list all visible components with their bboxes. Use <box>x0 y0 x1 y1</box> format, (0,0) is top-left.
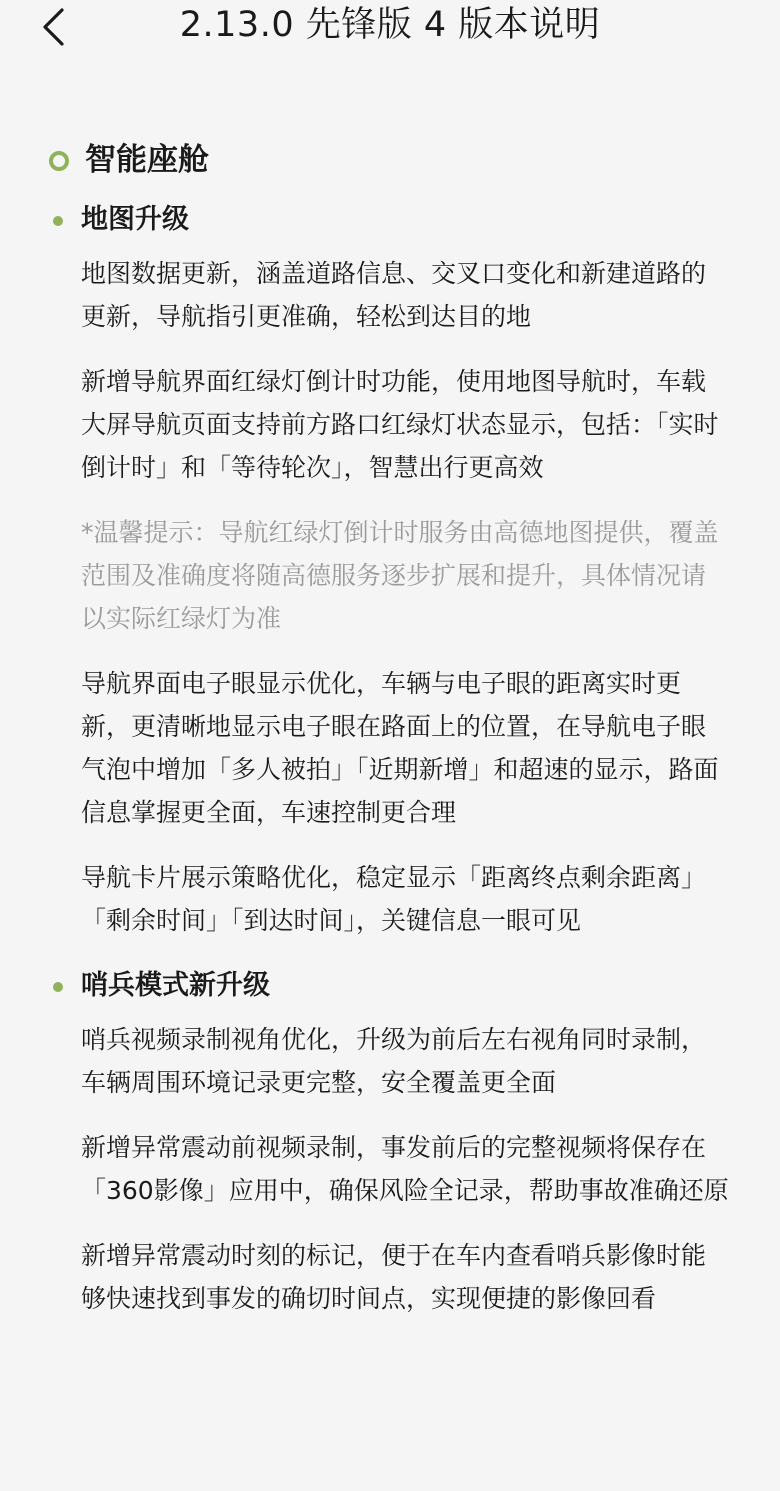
feature-group-title: 哨兵模式新升级 <box>81 970 270 1001</box>
page-title: 2.13.0 先锋版 4 版本说明 <box>179 5 601 45</box>
dot-icon <box>53 982 63 992</box>
ring-icon <box>49 151 69 171</box>
tip-paragraph: *温馨提示：导航红绿灯倒计时服务由高德地图提供，覆盖范围及准确度将随高德服务逐步扩展和提升，具体情况请以实际红绿灯为准 <box>81 518 719 633</box>
release-notes-content <box>0 136 780 1342</box>
feature-paragraph: 新增导航界面红绿灯倒计时功能，使用地图导航时，车载大屏导航页面支持前方路口红绿灯状态显示，包括：「实时倒计时」和「等待轮次」，智慧出行更高效 <box>81 367 719 482</box>
dot-icon <box>53 216 63 226</box>
feature-paragraph: 哨兵视频录制视角优化，升级为前后左右视角同时录制，车辆周围环境记录更完整，安全覆盖更全面 <box>81 1025 707 1097</box>
feature-paragraph: 导航卡片展示策略优化，稳定显示「距离终点剩余距离」「剩余时间」「到达时间」，关键信息一眼可见 <box>81 863 707 935</box>
feature-group-sentry <box>0 964 780 1320</box>
feature-paragraph: 新增异常震动时刻的标记，便于在车内查看哨兵影像时能够快速找到事发的确切时间点，实现便捷的影像回看 <box>81 1241 707 1313</box>
feature-group-map <box>0 198 780 942</box>
section-title: 智能座舱 <box>85 142 209 178</box>
feature-paragraph: 地图数据更新，涵盖道路信息、交叉口变化和新建道路的更新，导航指引更准确，轻松到达目的地 <box>81 259 707 331</box>
header <box>0 0 780 54</box>
feature-group-header <box>0 964 780 1012</box>
feature-paragraph: 导航界面电子眼显示优化，车辆与电子眼的距离实时更新，更清晰地显示电子眼在路面上的位置，在导航电子眼气泡中增加「多人被拍」「近期新增」和超速的显示，路面信息掌握更全面，车速控制更合理 <box>81 669 719 827</box>
section-header <box>0 136 780 188</box>
feature-group-title: 地图升级 <box>81 204 189 235</box>
feature-group-header <box>0 198 780 246</box>
feature-paragraph: 新增异常震动前视频录制，事发前后的完整视频将保存在「360影像」应用中，确保风险全记录，帮助事故准确还原 <box>81 1133 729 1205</box>
